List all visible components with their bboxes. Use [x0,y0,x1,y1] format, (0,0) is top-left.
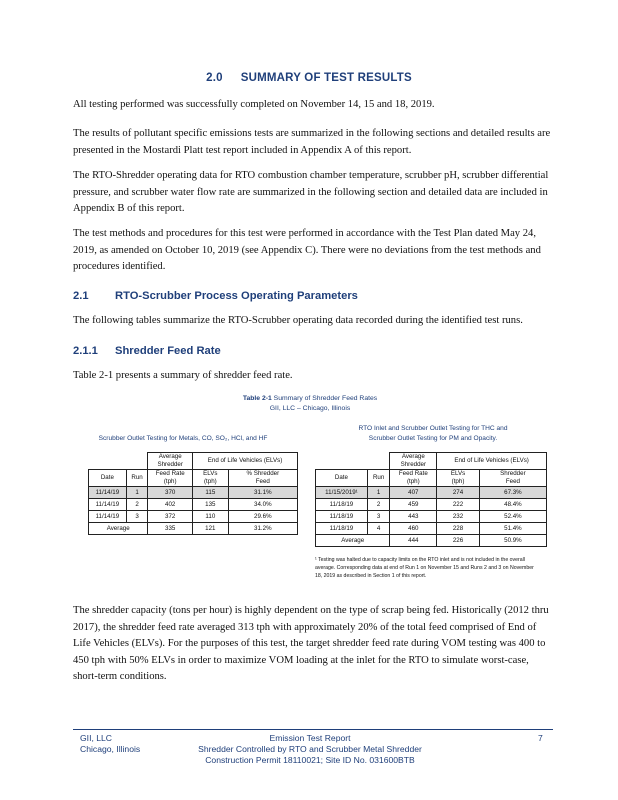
paragraph-5: The following tables summarize the RTO-Scrubber operating data recorded during the identified test runs. [73,315,523,326]
lt-head-date: Date [89,470,127,487]
left-table-caption: Scrubber Outlet Testing for Metals, CO, SO₂, HCl, and HF [98,435,268,442]
footer-center [160,733,460,766]
heading-2-1 [73,290,358,302]
paragraph-7: The shredder capacity (tons per hour) is highly dependent on the type of scrap being fed. Historically (2012 thru 2017), the shredder feed rate averaged 313 tph with approximately 20% of the total feed comprised of End of Life Vehicles (ELVs). For the purposes of this test, the target shredder feed rate during VOM testing was 400 to 450 tph with 50% ELVs in order to maximize VOM loading at the inlet for the RTO to simulate worst-case, short-term conditions. [73,605,549,682]
footer-left [80,733,140,755]
right-table [315,452,547,547]
heading-2-1-number: 2.1 [73,290,89,302]
heading-2-1-1 [73,345,221,357]
table-row: 11/18/19 3 443 232 52.4% [316,511,547,523]
footer-report-subtitle: Shredder Controlled by RTO and Scrubber Metal Shredder [198,744,422,754]
rt-head-elv-group: End of Life Vehicles (ELVs) [437,453,547,470]
section-title [0,72,618,84]
table-title: Summary of Shredder Feed Rates [273,395,378,402]
table-row: 11/14/19 3 372 110 29.6% [89,511,298,523]
lt-head-elv-group: End of Life Vehicles (ELVs) [193,453,298,470]
lt-head-elvs: ELVs (tph) [193,470,229,487]
footer-company: GII, LLC [80,733,112,743]
footer-permit: Construction Permit 18110021; Site ID No. 031600BTB [205,755,415,765]
rt-head-rate: Feed Rate (tph) [390,470,437,487]
table-row: 11/18/19 4 460 228 51.4% [316,523,547,535]
section-number: 2.0 [206,72,223,84]
footer-report-title: Emission Test Report [269,733,351,743]
right-table-footnote: ¹ Testing was halted due to capacity limits on the RTO inlet and is not included in the overall average. Corresponding data at end of Run 1 on November 15 and Runs 2 and 3 on November 18, 2019 as described in Section 1 of this report. [315,557,534,579]
heading-2-1-1-number: 2.1.1 [73,345,98,357]
table-label: Table 2-1 [242,395,272,402]
rt-head-elvs: ELVs (tph) [437,470,480,487]
table-average-row: Average 335 121 31.2% [89,523,298,535]
rt-head-run: Run [367,470,390,487]
rt-head-date: Date [316,470,368,487]
lt-head-rate: Feed Rate (tph) [148,470,193,487]
rt-head-pct: Shredder Feed [479,470,546,487]
table-average-row: Average 444 226 50.9% [316,535,547,547]
heading-2-1-1-title: Shredder Feed Rate [115,345,221,357]
page-number: 7 [538,733,543,743]
table-row: 11/15/2019¹ 1 407 274 67.3% [316,487,547,499]
section-title-text: SUMMARY OF TEST RESULTS [240,72,412,84]
heading-2-1-title: RTO-Scrubber Process Operating Parameters [115,290,358,302]
table-row: 11/18/19 2 459 222 48.4% [316,499,547,511]
table-row: 11/14/19 2 402 135 34.0% [89,499,298,511]
table-row: 11/14/19 1 370 115 31.1% [89,487,298,499]
paragraph-4: The test methods and procedures for this test were performed in accordance with the Test Plan dated May 24, 2019, as amended on October 10, 2019 (see Appendix C). There were no deviations from the test methods and procedures identified. [73,228,541,272]
lt-head-pct: % Shredder Feed [228,470,297,487]
table-caption [150,394,470,414]
footer-divider [73,729,553,730]
paragraph-2: The results of pollutant specific emissions tests are summarized in the following sections and detailed results are presented in the Mostardi Platt test report included in Appendix A of this report. [73,128,551,156]
right-table-caption: RTO Inlet and Scrubber Outlet Testing for THC and Scrubber Outlet Testing for PM and Opacity. [358,425,508,442]
rt-head-avg: Average Shredder [390,453,437,470]
paragraph-3: The RTO-Shredder operating data for RTO combustion chamber temperature, scrubber pH, scrubber differential pressure, and scrubber water flow rate are summarized in the following section and detailed data are included in Appendix B of this report. [73,170,549,214]
table-subtitle: GII, LLC – Chicago, Illinois [269,405,351,412]
paragraph-6: Table 2-1 presents a summary of shredder feed rate. [73,370,293,381]
footer-city: Chicago, Illinois [80,744,141,754]
lt-head-run: Run [126,470,148,487]
left-table [88,452,298,535]
lt-head-avg: Average Shredder [148,453,193,470]
paragraph-1: All testing performed was successfully completed on November 14, 15 and 18, 2019. [73,99,435,110]
